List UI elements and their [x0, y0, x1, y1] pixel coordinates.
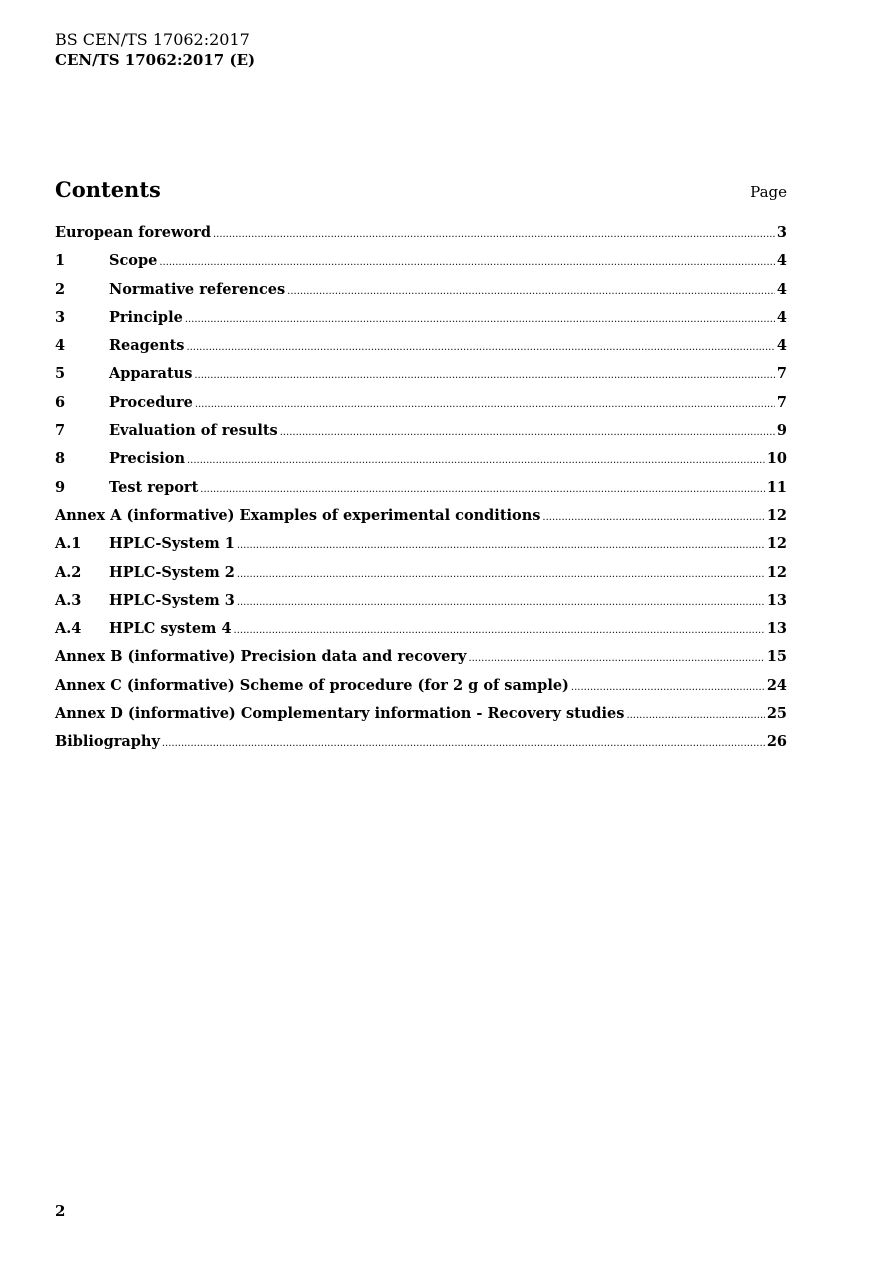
toc-entry-title: Procedure	[109, 393, 193, 411]
toc-entry-title: European foreword	[55, 224, 211, 241]
toc-entry-page: 3	[776, 224, 787, 241]
toc-entry[interactable]	[55, 535, 787, 563]
toc-entry-number: A.2	[55, 563, 82, 581]
toc-entry-page: 4	[776, 308, 787, 326]
toc-entry[interactable]	[55, 677, 787, 705]
toc-entry-page: 11	[766, 478, 787, 496]
toc-dot-leader	[234, 625, 765, 636]
toc-entry-title: HPLC-System 1	[109, 535, 235, 553]
toc-entry-title: Scope	[109, 252, 158, 270]
toc-entry-title: Apparatus	[109, 365, 193, 383]
page-column-label: Page	[750, 183, 787, 201]
toc-entry-title: Annex C (informative) Scheme of procedure (for 2 g of sample)	[55, 676, 569, 694]
toc-entry-number: A.4	[55, 620, 82, 638]
toc-entry-title: Annex B (informative) Precision data and recovery	[55, 648, 467, 666]
toc-dot-leader	[542, 512, 764, 523]
toc-entry-page: 4	[776, 337, 787, 355]
toc-entry[interactable]	[55, 365, 787, 393]
toc-entry[interactable]	[55, 479, 787, 507]
toc-entry-page: 13	[766, 591, 787, 609]
toc-entry-number: 9	[55, 478, 66, 496]
toc-dot-leader	[194, 370, 775, 381]
toc-entry-page: 9	[776, 422, 787, 440]
toc-entry-page: 25	[766, 705, 787, 723]
toc-entry[interactable]	[55, 564, 787, 592]
toc-entry-title: Evaluation of results	[109, 422, 278, 440]
toc-entry[interactable]	[55, 648, 787, 676]
toc-dot-leader	[280, 427, 775, 438]
toc-entry-number: 2	[55, 280, 66, 298]
toc-entry-page: 7	[776, 365, 787, 383]
toc-entry[interactable]	[55, 422, 787, 450]
toc-entry-number: 3	[55, 308, 66, 326]
toc-entry[interactable]	[55, 620, 787, 648]
toc-entry-number: 1	[55, 252, 66, 270]
toc-entry[interactable]	[55, 507, 787, 535]
toc-entry-page: 4	[776, 252, 787, 270]
toc-entry-title: Bibliography	[55, 733, 160, 751]
toc-entry-title: Annex A (informative) Examples of experimental conditions	[55, 506, 541, 524]
toc-entry[interactable]	[55, 309, 787, 337]
toc-dot-leader	[468, 653, 764, 664]
toc-entry-page: 12	[766, 535, 787, 553]
toc-entry-title: Precision	[109, 450, 185, 468]
toc-entry[interactable]	[55, 337, 787, 365]
toc-entry-number: A.1	[55, 535, 82, 553]
toc-entry-page: 4	[776, 280, 787, 298]
toc-entry[interactable]	[55, 705, 787, 733]
toc-entry[interactable]	[55, 224, 787, 252]
toc-dot-leader	[162, 738, 765, 749]
toc-entry-number: 7	[55, 422, 66, 440]
toc-dot-leader	[237, 597, 765, 608]
standard-designation: BS CEN/TS 17062:2017	[55, 30, 250, 49]
toc-dot-leader	[237, 569, 765, 580]
toc-entry-title: Principle	[109, 308, 183, 326]
toc-entry-title: Normative references	[109, 280, 286, 298]
standard-designation-edition: CEN/TS 17062:2017 (E)	[55, 51, 256, 69]
toc-dot-leader	[195, 399, 775, 410]
toc-entry-number: 8	[55, 450, 66, 468]
toc-entry-number: 5	[55, 365, 66, 383]
toc-entry-number: 4	[55, 337, 66, 355]
toc-entry[interactable]	[55, 592, 787, 620]
toc-entry-title: Reagents	[109, 337, 185, 355]
toc-entry-page: 13	[766, 620, 787, 638]
toc-dot-leader	[186, 342, 774, 353]
toc-dot-leader	[571, 682, 765, 693]
toc-dot-leader	[200, 484, 765, 495]
toc-entry-page: 12	[766, 563, 787, 581]
toc-entry-page: 15	[766, 648, 787, 666]
toc-dot-leader	[626, 710, 764, 721]
toc-entry-page: 7	[776, 393, 787, 411]
toc-entry-page: 26	[766, 733, 787, 751]
toc-entry[interactable]	[55, 252, 787, 280]
toc-entry-number: 6	[55, 393, 66, 411]
toc-entry-number: A.3	[55, 591, 82, 609]
page-number: 2	[55, 1202, 66, 1220]
toc-entry[interactable]	[55, 450, 787, 478]
toc-dot-leader	[159, 257, 775, 268]
toc-dot-leader	[185, 314, 775, 325]
toc-entry-title: Test report	[109, 478, 199, 496]
document-header	[55, 30, 255, 70]
toc-entry-title: HPLC-System 2	[109, 563, 235, 581]
toc-entry-title: Annex D (informative) Complementary information - Recovery studies	[55, 705, 625, 723]
toc-entry[interactable]	[55, 281, 787, 309]
toc-entry-title: HPLC-System 3	[109, 591, 235, 609]
toc-entry-title: HPLC system 4	[109, 620, 232, 638]
toc-dot-leader	[237, 540, 765, 551]
table-of-contents	[55, 224, 787, 762]
toc-entry-page: 10	[766, 450, 787, 468]
toc-entry[interactable]	[55, 733, 787, 761]
toc-dot-leader	[187, 455, 765, 466]
toc-dot-leader	[213, 229, 775, 240]
page-title: Contents	[55, 177, 161, 202]
toc-entry-page: 24	[766, 676, 787, 694]
toc-entry-page: 12	[766, 506, 787, 524]
toc-dot-leader	[287, 286, 775, 297]
toc-entry[interactable]	[55, 394, 787, 422]
